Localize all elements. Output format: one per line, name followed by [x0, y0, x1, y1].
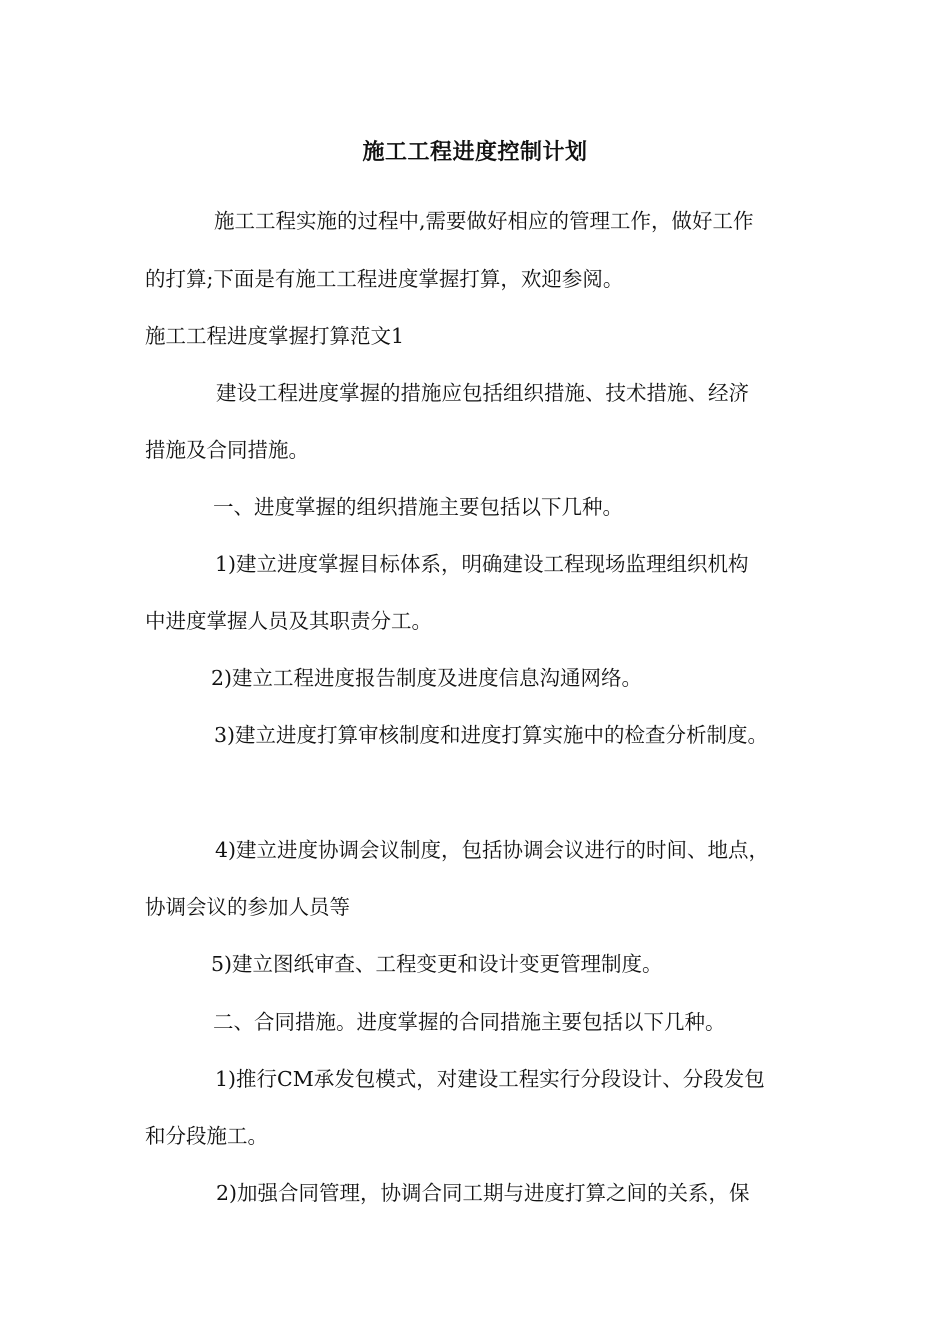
paragraph-line: 和分段施工。: [145, 1124, 268, 1148]
list-item: 5)建立图纸审查、工程变更和设计变更管理制度。: [211, 952, 663, 976]
paragraph-line: 施工工程实施的过程中,需要做好相应的管理工作，做好工作: [214, 209, 754, 233]
list-item: 2)建立工程进度报告制度及进度信息沟通网络。: [211, 666, 643, 690]
list-item: 3)建立进度打算审核制度和进度打算实施中的检查分析制度。: [214, 723, 769, 747]
paragraph-line: 措施及合同措施。: [145, 438, 309, 462]
list-item: 2)加强合同管理，协调合同工期与进度打算之间的关系，保: [216, 1181, 750, 1205]
list-item: 1)建立进度掌握目标体系，明确建设工程现场监理组织机构: [215, 552, 749, 576]
paragraph-line: 中进度掌握人员及其职责分工。: [145, 609, 432, 633]
paragraph-line: 的打算;下面是有施工工程进度掌握打算，欢迎参阅。: [145, 267, 624, 291]
paragraph-line: 一、进度掌握的组织措施主要包括以下几种。: [213, 495, 623, 519]
list-item: 4)建立进度协调会议制度，包括协调会议进行的时间、地点，: [215, 838, 770, 862]
paragraph-line: 建设工程进度掌握的措施应包括组织措施、技术措施、经济: [216, 381, 749, 405]
list-item: 1)推行CM承发包模式，对建设工程实行分段设计、分段发包: [215, 1067, 765, 1091]
paragraph-line: 协调会议的参加人员等: [145, 895, 350, 919]
paragraph-line: 二、合同措施。进度掌握的合同措施主要包括以下几种。: [213, 1010, 726, 1034]
section-heading: 施工工程进度掌握打算范文1: [145, 324, 405, 348]
document-title: 施工工程进度控制计划: [362, 139, 588, 165]
